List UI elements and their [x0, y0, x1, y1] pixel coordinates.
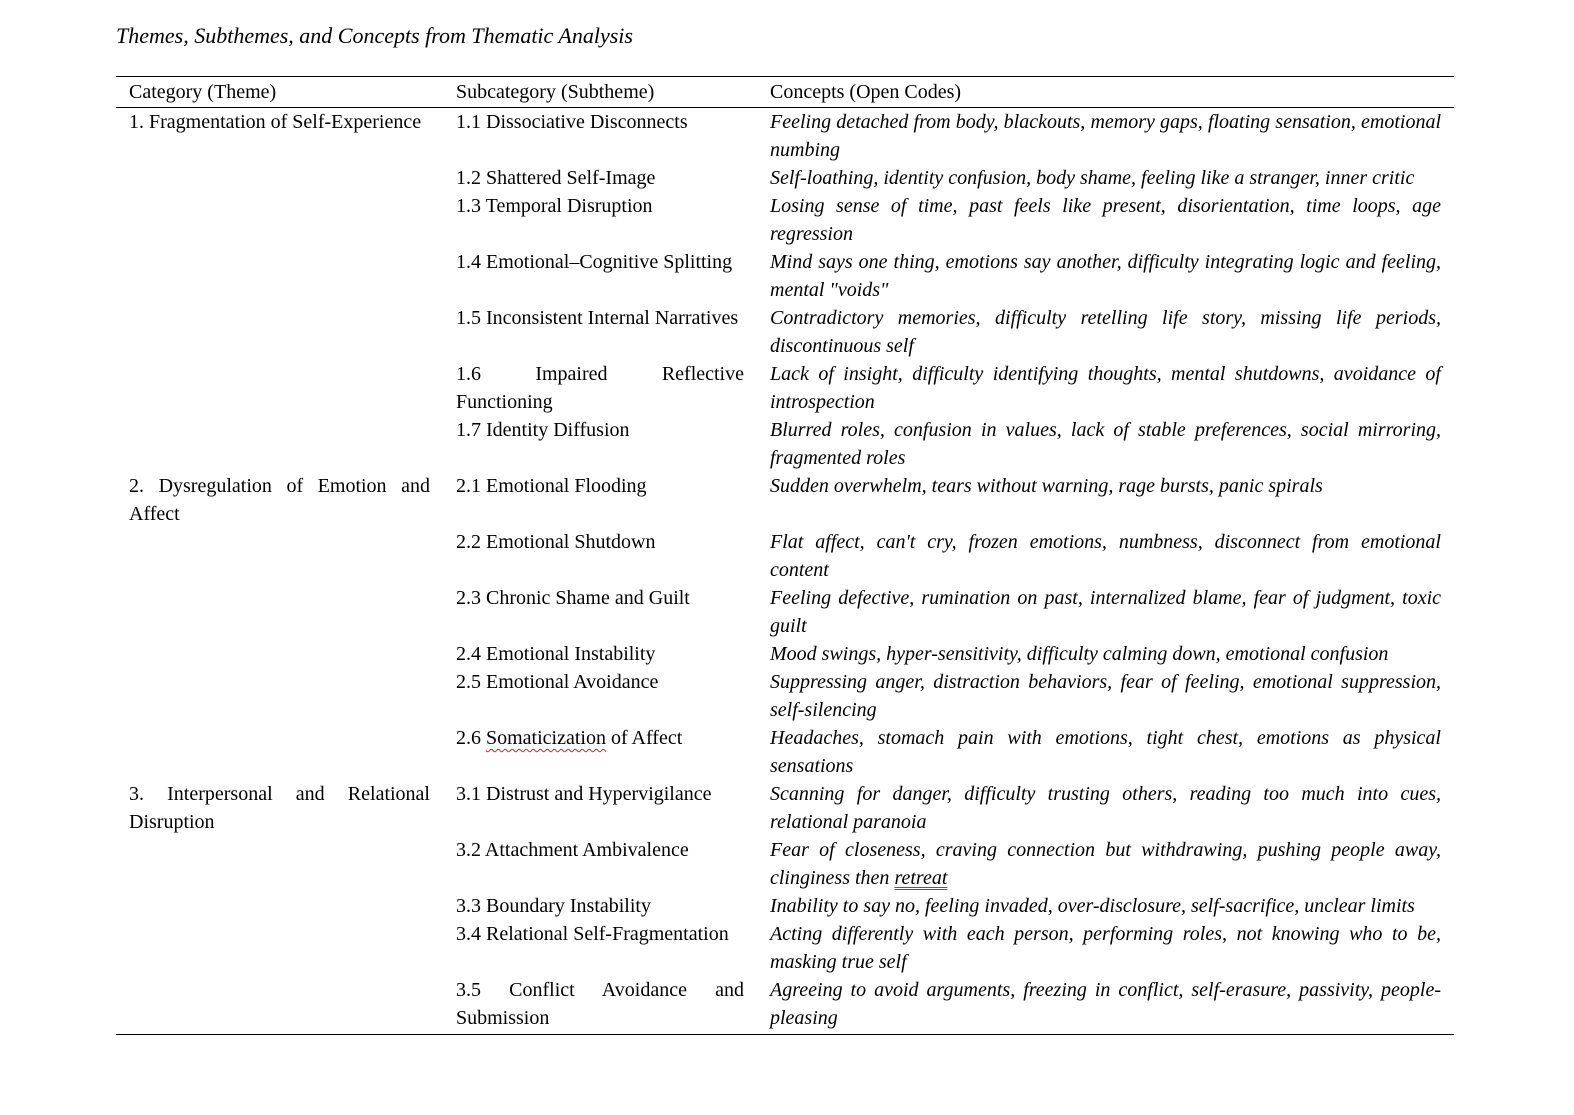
subtheme-cell: 2.3 Chronic Shame and Guilt	[456, 587, 690, 609]
subtheme-cell: 1.6 Impaired Reflective Functioning	[456, 363, 744, 413]
table-body	[116, 108, 1454, 1035]
concepts-cell: Blurred roles, confusion in values, lack of stable preferences, social mirroring, fragmented roles	[770, 419, 1441, 469]
concepts-cell: Contradictory memories, difficulty retelling life story, missing life periods, discontinuous self	[770, 307, 1441, 357]
theme-cell-empty	[116, 920, 443, 976]
table-caption: Themes, Subthemes, and Concepts from Thematic Analysis	[116, 23, 633, 48]
concepts-cell: Suppressing anger, distraction behaviors, fear of feeling, emotional suppression, self-silencing	[770, 671, 1441, 721]
concepts-cell: Scanning for danger, difficulty trusting others, reading too much into cues, relational paranoia	[770, 783, 1441, 833]
header-category: Category (Theme)	[116, 77, 443, 108]
theme-cell-empty	[116, 836, 443, 892]
concepts-cell: Headaches, stomach pain with emotions, tight chest, emotions as physical sensations	[770, 727, 1441, 777]
table-row	[116, 836, 1454, 892]
table-row	[116, 976, 1454, 1035]
subtheme-cell: 1.5 Inconsistent Internal Narratives	[456, 307, 739, 329]
concepts-cell: Losing sense of time, past feels like present, disorientation, time loops, age regression	[770, 195, 1441, 245]
subtheme-cell: 3.4 Relational Self-Fragmentation	[456, 923, 729, 945]
subtheme-cell: 3.1 Distrust and Hypervigilance	[456, 783, 712, 805]
spelling-flagged-word[interactable]: Somaticization	[486, 727, 606, 749]
concepts-cell: Mood swings, hyper-sensitivity, difficulty calming down, emotional confusion	[770, 643, 1389, 665]
subtheme-cell: 2.4 Emotional Instability	[456, 643, 656, 665]
table-row	[116, 920, 1454, 976]
theme-cell: 2. Dysregulation of Emotion and Affect	[129, 475, 430, 525]
table-row	[116, 528, 1454, 584]
theme-cell-empty	[116, 528, 443, 584]
theme-cell: 1. Fragmentation of Self-Experience	[129, 111, 422, 133]
subtheme-cell: 2.1 Emotional Flooding	[456, 475, 647, 497]
concepts-cell	[757, 836, 1454, 892]
table-header	[116, 77, 1454, 108]
subtheme-cell: 1.1 Dissociative Disconnects	[456, 111, 688, 133]
concepts-cell: Sudden overwhelm, tears without warning, rage bursts, panic spirals	[770, 475, 1323, 497]
theme-cell-empty	[116, 416, 443, 472]
subtheme-label-prefix: 2.6	[456, 727, 486, 749]
subtheme-cell: 3.5 Conflict Avoidance and Submission	[443, 976, 757, 1035]
table-row	[116, 360, 1454, 416]
subtheme-cell	[443, 724, 757, 780]
concepts-cell: Inability to say no, feeling invaded, over-disclosure, self-sacrifice, unclear limits	[770, 895, 1415, 917]
grammar-flagged-word[interactable]: retreat	[894, 867, 948, 889]
table-row	[116, 640, 1454, 668]
theme-cell-empty	[116, 248, 443, 304]
theme-cell-empty	[116, 164, 443, 192]
theme-cell-empty	[116, 192, 443, 248]
concepts-cell: Flat affect, can't cry, frozen emotions, numbness, disconnect from emotional content	[770, 531, 1441, 581]
theme-cell-empty	[116, 304, 443, 360]
subtheme-cell: 3.2 Attachment Ambivalence	[456, 839, 689, 861]
concepts-cell: Mind says one thing, emotions say another, difficulty integrating logic and feeling, mental "voids"	[770, 251, 1441, 301]
table-row	[116, 584, 1454, 640]
table-row	[116, 668, 1454, 724]
concepts-cell: Feeling defective, rumination on past, internalized blame, fear of judgment, toxic guilt	[770, 587, 1441, 637]
header-concepts: Concepts (Open Codes)	[757, 77, 1454, 108]
table-row	[116, 164, 1454, 192]
table-row	[116, 304, 1454, 360]
table-row	[116, 724, 1454, 780]
subtheme-cell: 2.5 Emotional Avoidance	[456, 671, 659, 693]
table-row	[116, 192, 1454, 248]
subtheme-cell: 3.3 Boundary Instability	[456, 895, 651, 917]
subtheme-cell: 2.2 Emotional Shutdown	[456, 531, 656, 553]
header-row	[116, 77, 1454, 108]
table-row	[116, 108, 1454, 165]
concepts-cell: Self-loathing, identity confusion, body shame, feeling like a stranger, inner critic	[770, 167, 1415, 189]
theme-cell-empty	[116, 976, 443, 1035]
concepts-cell: Feeling detached from body, blackouts, memory gaps, floating sensation, emotional numbing	[770, 111, 1441, 161]
subtheme-cell: 1.7 Identity Diffusion	[456, 419, 630, 441]
concepts-cell: Agreeing to avoid arguments, freezing in conflict, self-erasure, passivity, people-pleasing	[757, 976, 1454, 1035]
table-row	[116, 780, 1454, 836]
header-subcategory: Subcategory (Subtheme)	[443, 77, 757, 108]
concepts-prefix: Fear of closeness, craving connection but withdrawing, pushing people away, clinginess then	[770, 839, 1441, 889]
concepts-cell: Lack of insight, difficulty identifying thoughts, mental shutdowns, avoidance of introspection	[770, 363, 1441, 413]
subtheme-cell: 1.3 Temporal Disruption	[456, 195, 653, 217]
theme-cell-empty	[116, 584, 443, 640]
theme-cell-empty	[116, 640, 443, 668]
theme-cell-empty	[116, 668, 443, 724]
subtheme-cell: 1.4 Emotional–Cognitive Splitting	[456, 251, 733, 273]
table-row	[116, 472, 1454, 528]
table-row	[116, 416, 1454, 472]
theme-cell-empty	[116, 892, 443, 920]
theme-cell-empty	[116, 360, 443, 416]
table-row	[116, 892, 1454, 920]
theme-cell: 3. Interpersonal and Relational Disruption	[129, 783, 430, 833]
concepts-cell: Acting differently with each person, performing roles, not knowing who to be, masking true self	[770, 923, 1441, 973]
subtheme-label-suffix: of Affect	[605, 727, 683, 749]
table-row	[116, 248, 1454, 304]
theme-cell-empty	[116, 724, 443, 780]
subtheme-cell: 1.2 Shattered Self-Image	[456, 167, 656, 189]
thematic-analysis-table	[116, 76, 1454, 1035]
